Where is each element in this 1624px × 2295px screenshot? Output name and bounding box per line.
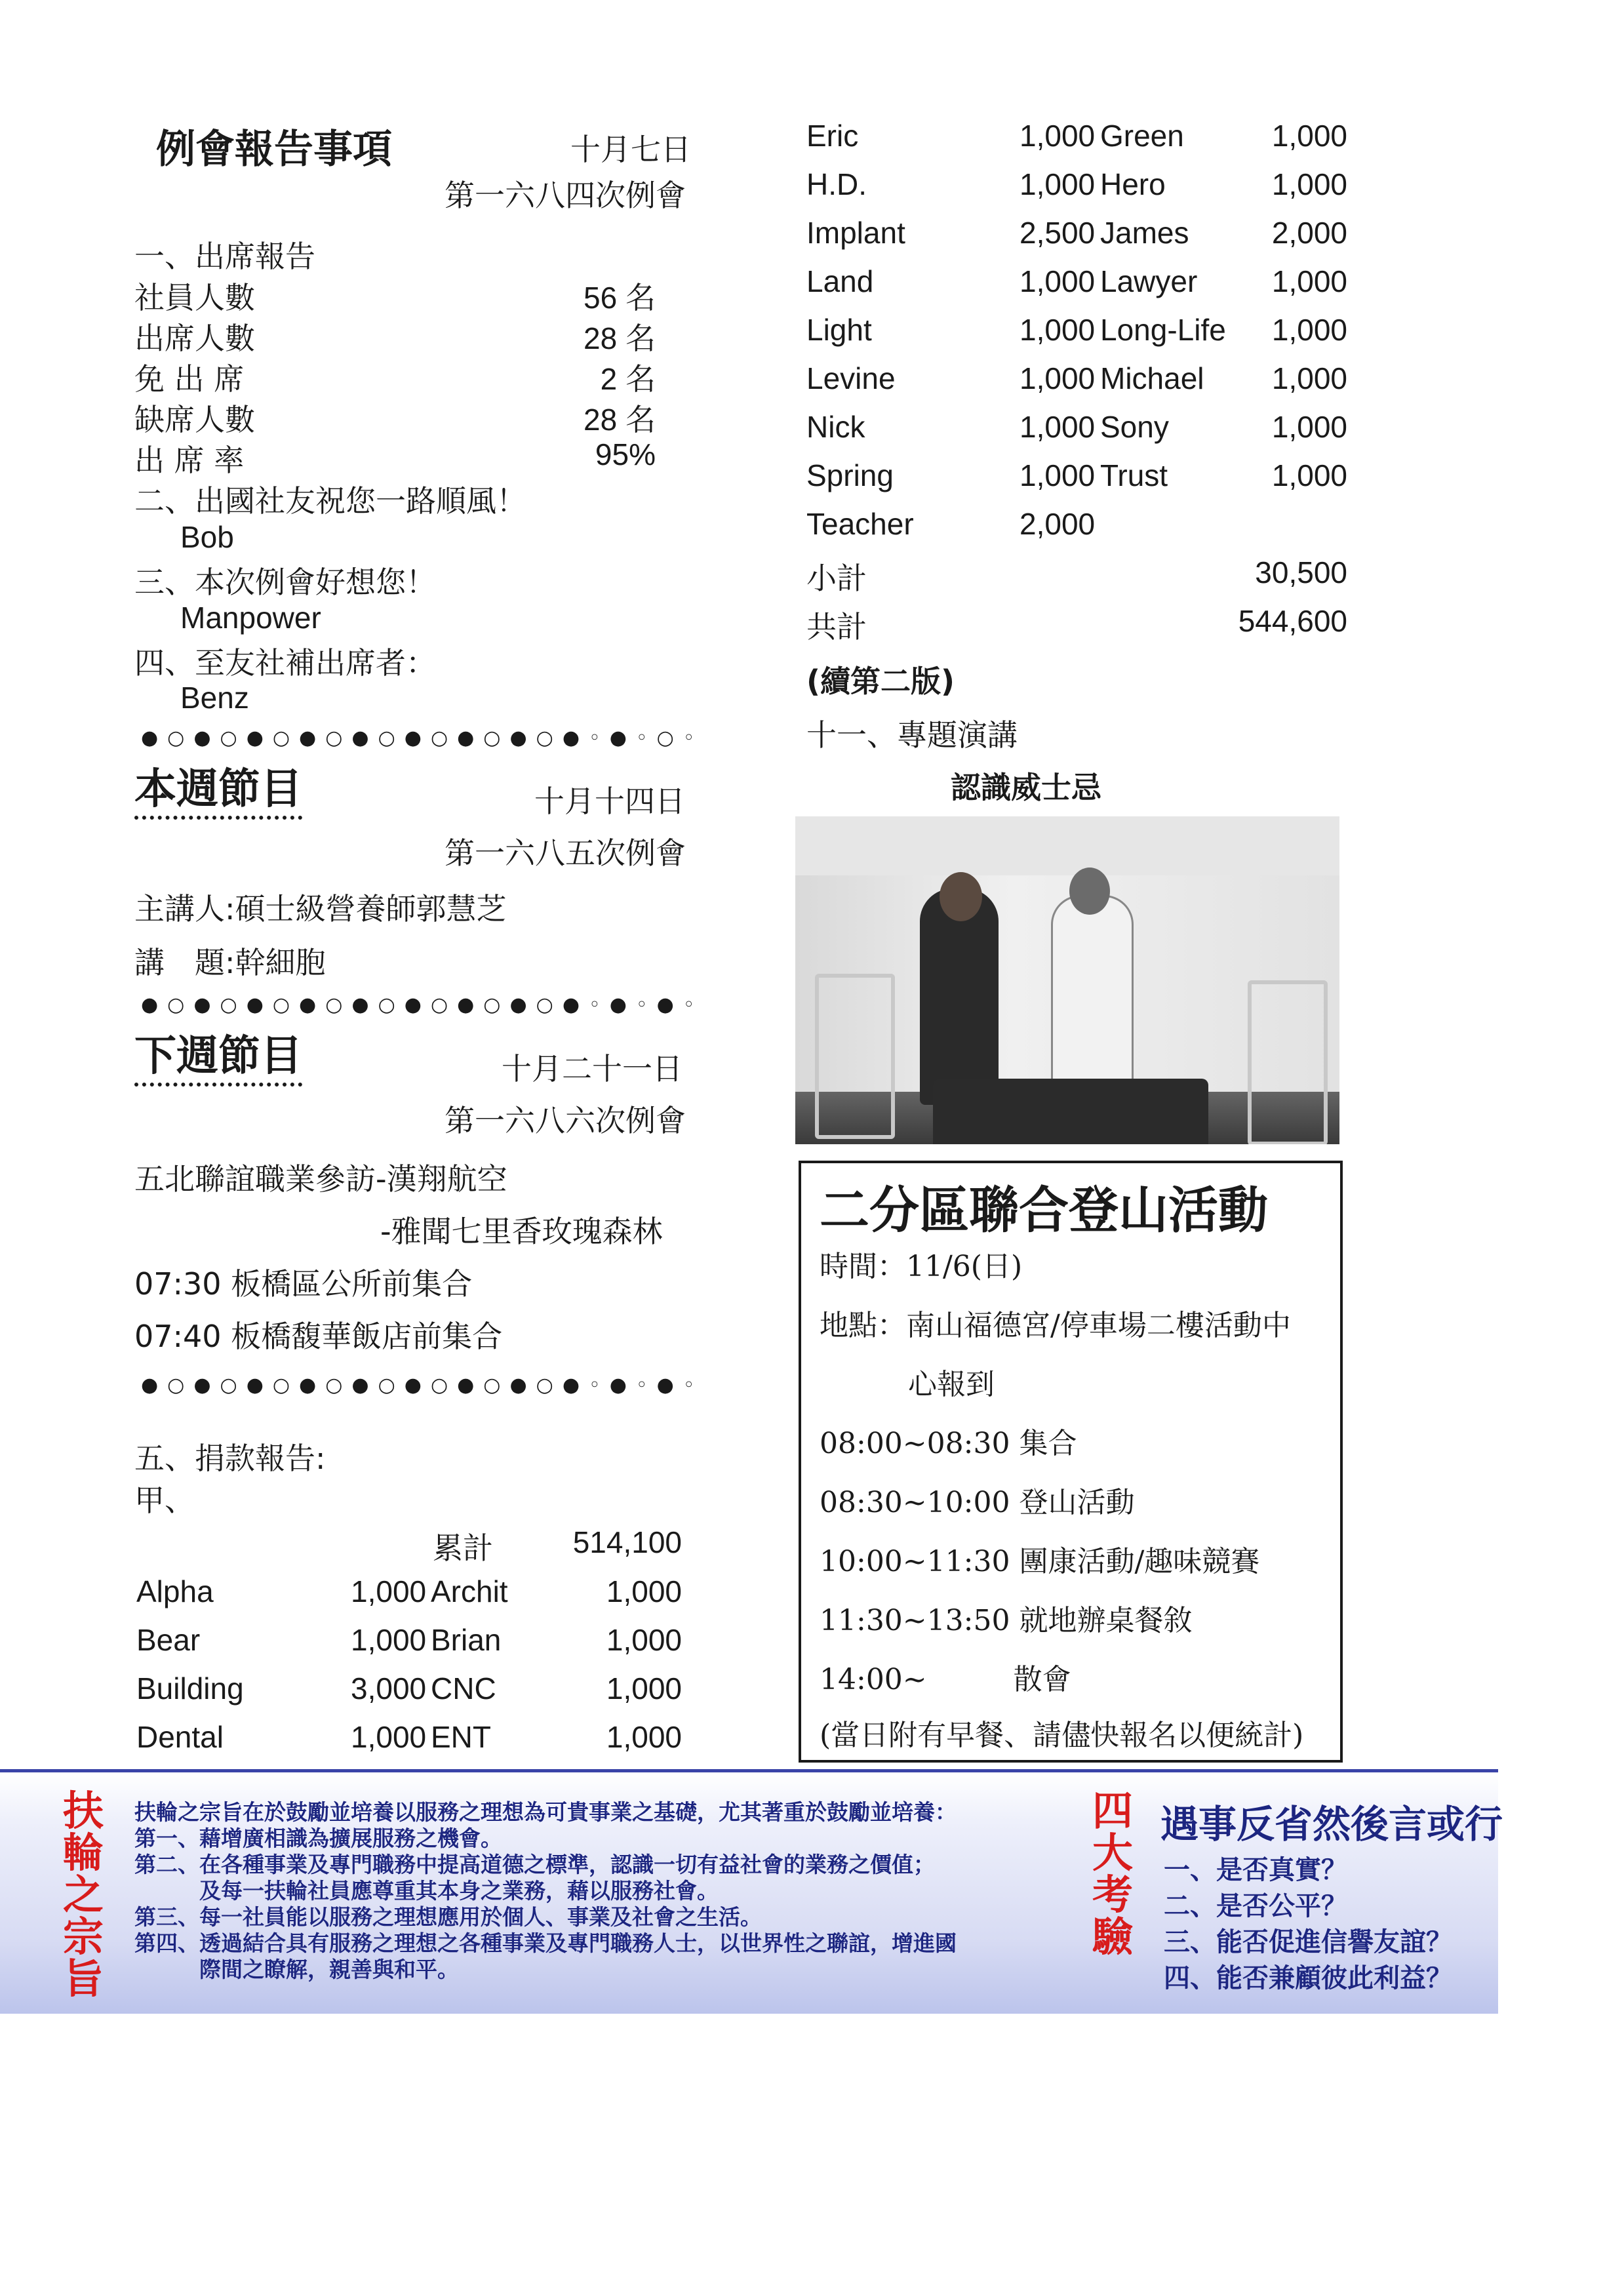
donor-name: Levine: [806, 361, 896, 395]
donor-amount: 1,000: [1020, 410, 1096, 444]
cumulative-value: 514,100: [572, 1525, 682, 1559]
donor-name: H.D.: [806, 167, 867, 201]
speech-topic: 認識威士忌: [951, 770, 1101, 805]
object-line: 及每一扶輪社員應尊重其本身之業務，藉以服務社會。: [134, 1878, 719, 1904]
object-line: 扶輪之宗旨在於鼓勵並培養以服務之理想為可貴事業之基礎，尤其著重於鼓勵並培養：: [134, 1799, 957, 1825]
donor-amount: 1,000: [1020, 119, 1096, 153]
dot-separator: ●○●○●○●○●○●○●○●○●◦●◦●◦: [141, 1374, 704, 1397]
item3-text: 三、本次例會好想您！: [134, 565, 436, 600]
donor-amount: 1,000: [351, 1623, 427, 1657]
donor-amount: 1,000: [1271, 167, 1347, 201]
next-week-meeting: 第一六八六次例會: [445, 1103, 686, 1138]
object-of-rotary-title: 扶輪之宗旨: [62, 1787, 104, 2003]
donation-title: 五、捐款報告:: [134, 1441, 326, 1476]
four-way-test-item: 二、是否公平？: [1164, 1891, 1347, 1921]
four-way-test-heading: 遇事反省然後言或行: [1160, 1802, 1503, 1846]
attendance-value: 56 名: [584, 281, 656, 315]
donor-amount: 1,000: [1020, 264, 1096, 298]
donor-amount: 1,000: [1271, 361, 1347, 395]
donor-name: Long-Life: [1100, 313, 1226, 347]
attendance-label: 出 席 率: [134, 443, 245, 478]
four-way-test-item: 四、能否兼顧彼此利益？: [1164, 1963, 1452, 1993]
event-place: 地點：南山福德宮/停車場二樓活動中: [820, 1309, 1291, 1342]
this-week-date: 十月十四日: [534, 784, 685, 819]
cumulative-label: 累計: [433, 1530, 493, 1566]
item2-name: Bob: [180, 520, 234, 554]
donor-amount: 2,000: [1271, 216, 1347, 250]
attendance-label: 社員人數: [134, 280, 255, 315]
event-schedule-item: 14:00~ 散會: [820, 1663, 1071, 1696]
attendance-label: 缺席人數: [134, 402, 255, 437]
item2-text: 二、出國社友祝您一路順風！: [134, 483, 526, 519]
this-week-title: 本週節目: [134, 766, 302, 820]
donor-amount: 1,000: [1271, 264, 1347, 298]
attendance-value: 28 名: [584, 321, 656, 355]
donor-name: Michael: [1100, 361, 1204, 395]
this-week-speaker: 主講人:碩士級營養師郭慧芝: [134, 891, 507, 927]
donor-name: Trust: [1100, 458, 1168, 492]
report-meeting: 第一六八四次例會: [445, 178, 686, 213]
this-week-topic: 講 題:幹細胞: [134, 945, 326, 980]
object-line: 第四、透過結合具有服務之理想之各種事業及專門職務人士，以世界性之聯誼，增進國: [134, 1930, 957, 1956]
event-place-cont: 心報到: [908, 1368, 995, 1401]
event-schedule-item: 08:30~10:00 登山活動: [820, 1486, 1135, 1519]
donor-amount: 1,000: [1271, 313, 1347, 347]
donor-name: Teacher: [806, 507, 914, 541]
donor-amount: 1,000: [1020, 458, 1096, 492]
donor-name: Spring: [806, 458, 894, 492]
attendance-label: 出席人數: [134, 321, 255, 356]
donor-name: ENT: [431, 1720, 491, 1754]
donor-name: CNC: [431, 1671, 496, 1706]
next-week-gather1: 07:30 板橋區公所前集合: [134, 1266, 473, 1302]
donor-name: Nick: [806, 410, 865, 444]
dot-separator: ●○●○●○●○●○●○●○●○●◦●◦○◦: [141, 727, 704, 749]
attendance-value: 28 名: [584, 403, 656, 437]
subtotal-label: 小計: [806, 561, 867, 596]
donor-amount: 1,000: [606, 1574, 682, 1608]
report-title: 例會報告事項: [156, 127, 392, 172]
donor-name: Building: [136, 1671, 244, 1706]
attendance-label: 免 出 席: [134, 361, 245, 397]
item3-name: Manpower: [180, 601, 321, 635]
next-week-gather2: 07:40 板橋馥華飯店前集合: [134, 1319, 503, 1354]
next-week-line2: -雅聞七里香玫瑰森林: [380, 1214, 663, 1249]
donor-amount: 1,000: [1020, 167, 1096, 201]
donor-amount: 1,000: [1020, 361, 1096, 395]
donor-name: Lawyer: [1100, 264, 1198, 298]
attendance-title: 一、出席報告: [134, 239, 315, 274]
donor-name: Implant: [806, 216, 905, 250]
item11-title: 十一、專題演講: [806, 717, 1018, 753]
donor-amount: 2,500: [1020, 216, 1096, 250]
attendance-value: 2 名: [600, 362, 656, 396]
donor-amount: 1,000: [1271, 458, 1347, 492]
donor-name: Alpha: [136, 1574, 214, 1608]
total-value: 544,600: [1238, 604, 1347, 638]
next-week-date: 十月二十一日: [502, 1051, 683, 1087]
donor-name: Light: [806, 313, 872, 347]
donor-amount: 3,000: [351, 1671, 427, 1706]
donor-name: Sony: [1100, 410, 1169, 444]
event-note: (當日附有早餐、請儘快報名以便統計): [820, 1719, 1304, 1752]
object-line: 第二、在各種事業及專門職務中提高道德之標準，認識一切有益社會的業務之價值；: [134, 1852, 935, 1877]
object-line: 際間之瞭解，親善與和平。: [134, 1957, 459, 1982]
event-schedule-item: 10:00~11:30 團康活動/趣味競賽: [820, 1545, 1260, 1578]
next-week-title: 下週節目: [134, 1033, 302, 1087]
four-way-test-item: 一、是否真實？: [1164, 1855, 1347, 1885]
four-way-test-item: 三、能否促進信譽友誼？: [1164, 1927, 1452, 1957]
continued-note: (續第二版): [806, 664, 955, 699]
donor-name: Hero: [1100, 167, 1166, 201]
event-time: 時間：11/6(日): [820, 1250, 1023, 1283]
subtotal-value: 30,500: [1255, 555, 1347, 589]
donor-amount: 1,000: [351, 1574, 427, 1608]
object-line: 第三、每一社員能以服務之理想應用於個人、事業及社會之生活。: [134, 1904, 762, 1930]
next-week-line1: 五北聯誼職業參訪-漢翔航空: [134, 1161, 507, 1197]
donor-name: Eric: [806, 119, 859, 153]
donor-name: Green: [1100, 119, 1184, 153]
donor-amount: 2,000: [1020, 507, 1096, 541]
dot-separator: ●○●○●○●○●○●○●○●○●◦●◦●◦: [141, 993, 704, 1016]
donor-amount: 1,000: [351, 1720, 427, 1754]
donor-amount: 1,000: [606, 1671, 682, 1706]
attendance-value: 95%: [595, 437, 656, 471]
four-way-test-title: 四大考驗: [1092, 1787, 1133, 1961]
report-date: 十月七日: [570, 132, 691, 167]
item4-name: Benz: [180, 681, 249, 715]
event-schedule-item: 11:30~13:50 就地辦桌餐敘: [820, 1604, 1193, 1637]
donor-name: Land: [806, 264, 874, 298]
donor-amount: 1,000: [1271, 410, 1347, 444]
donor-name: James: [1100, 216, 1189, 250]
donor-name: Dental: [136, 1720, 224, 1754]
donor-amount: 1,000: [606, 1720, 682, 1754]
total-label: 共計: [806, 609, 867, 645]
item4-text: 四、至友社補出席者：: [134, 645, 436, 681]
donation-sub: 甲、: [134, 1483, 195, 1518]
donor-name: Archit: [431, 1574, 508, 1608]
donor-amount: 1,000: [1020, 313, 1096, 347]
donor-name: Brian: [431, 1623, 502, 1657]
donor-amount: 1,000: [606, 1623, 682, 1657]
donor-name: Bear: [136, 1623, 201, 1657]
object-line: 第一、藉增廣相識為擴展服務之機會。: [134, 1826, 502, 1851]
event-photo: [795, 816, 1339, 1144]
donor-amount: 1,000: [1271, 119, 1347, 153]
this-week-meeting: 第一六八五次例會: [445, 835, 686, 871]
event-schedule-item: 08:00~08:30 集合: [820, 1427, 1077, 1460]
event-title: 二分區聯合登山活動: [820, 1181, 1268, 1239]
